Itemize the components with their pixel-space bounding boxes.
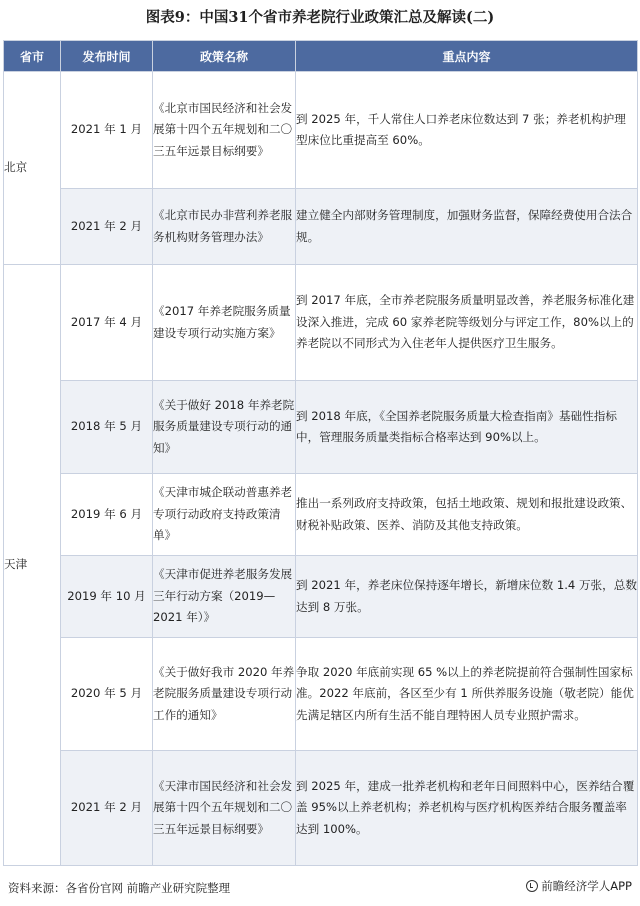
- date-cell: 2017 年 4 月: [61, 265, 153, 381]
- brand-name: 前瞻经济学人APP: [541, 879, 632, 893]
- key-content-cell: 到 2021 年，养老床位保持逐年增长，新增床位数 1.4 万张，总数达到 8 万张。: [296, 556, 638, 638]
- key-content-cell: 到 2025 年，建成一批养老机构和老年日间照料中心，医养结合覆盖 95%以上养老机构；养老机构与医疗机构医养结合服务覆盖率达到 100%。: [296, 751, 638, 866]
- key-content-cell: 建立健全内部财务管理制度，加强财务监督，保障经费使用合法合规。: [296, 189, 638, 265]
- table-row: [4, 474, 638, 556]
- header-policy-name: 政策名称: [153, 41, 296, 72]
- table-row: [4, 72, 638, 189]
- table-row: [4, 751, 638, 866]
- table-row: [4, 638, 638, 751]
- key-content-cell: 推出一系列政府支持政策，包括土地政策、规划和报批建设政策、财税补贴政策、医养、消防及其他支持政策。: [296, 474, 638, 556]
- date-cell: 2021 年 2 月: [61, 189, 153, 265]
- table-header-row: [4, 41, 638, 72]
- policy-name-cell: 《天津市国民经济和社会发展第十四个五年规划和二〇三五年远景目标纲要》: [153, 751, 296, 866]
- date-cell: 2020 年 5 月: [61, 638, 153, 751]
- date-cell: 2019 年 10 月: [61, 556, 153, 638]
- province-cell: 北京: [4, 72, 61, 265]
- table-row: [4, 189, 638, 265]
- header-date: 发布时间: [61, 41, 153, 72]
- brand-credit: [526, 878, 632, 894]
- header-province: 省市: [4, 41, 61, 72]
- province-cell: 天津: [4, 265, 61, 866]
- policy-name-cell: 《北京市民办非营利养老服务机构财务管理办法》: [153, 189, 296, 265]
- date-cell: 2021 年 2 月: [61, 751, 153, 866]
- date-cell: 2018 年 5 月: [61, 381, 153, 474]
- key-content-cell: 到 2017 年底，全市养老院服务质量明显改善，养老服务标准化建设深入推进，完成 60 家养老院等级划分与评定工作，80%以上的养老院以不同形式为入住老年人提供医疗卫生服务。: [296, 265, 638, 381]
- date-cell: 2019 年 6 月: [61, 474, 153, 556]
- date-cell: 2021 年 1 月: [61, 72, 153, 189]
- policy-name-cell: 《2017 年养老院服务质量建设专项行动实施方案》: [153, 265, 296, 381]
- qianzhan-logo-icon: [526, 880, 538, 892]
- key-content-cell: 到 2018 年底，《全国养老院服务质量大检查指南》基础性指标中，管理服务质量类指标合格率达到 90%以上。: [296, 381, 638, 474]
- policy-name-cell: 《关于做好我市 2020 年养老院服务质量建设专项行动工作的通知》: [153, 638, 296, 751]
- key-content-cell: 争取 2020 年底前实现 65 %以上的养老院提前符合强制性国家标准。2022 年底前，各区至少有 1 所供养服务设施（敬老院）能优先满足辖区内所有生活不能自理特困人员专业照护需求。: [296, 638, 638, 751]
- source-note: 资料来源：各省份官网 前瞻产业研究院整理: [8, 881, 231, 895]
- policy-name-cell: 《关于做好 2018 年养老院服务质量建设专项行动的通知》: [153, 381, 296, 474]
- table-row: [4, 556, 638, 638]
- policy-table: [3, 40, 638, 866]
- policy-name-cell: 《天津市促进养老服务发展三年行动方案（2019—2021 年）》: [153, 556, 296, 638]
- policy-name-cell: 《天津市城企联动普惠养老专项行动政府支持政策清单》: [153, 474, 296, 556]
- table-row: [4, 265, 638, 381]
- key-content-cell: 到 2025 年，千人常住人口养老床位数达到 7 张；养老机构护理型床位比重提高至 60%。: [296, 72, 638, 189]
- policy-name-cell: 《北京市国民经济和社会发展第十四个五年规划和二〇三五年远景目标纲要》: [153, 72, 296, 189]
- header-key-content: 重点内容: [296, 41, 638, 72]
- chart-title: 图表9：中国31个省市养老院行业政策汇总及解读(二): [145, 9, 495, 26]
- table-row: [4, 381, 638, 474]
